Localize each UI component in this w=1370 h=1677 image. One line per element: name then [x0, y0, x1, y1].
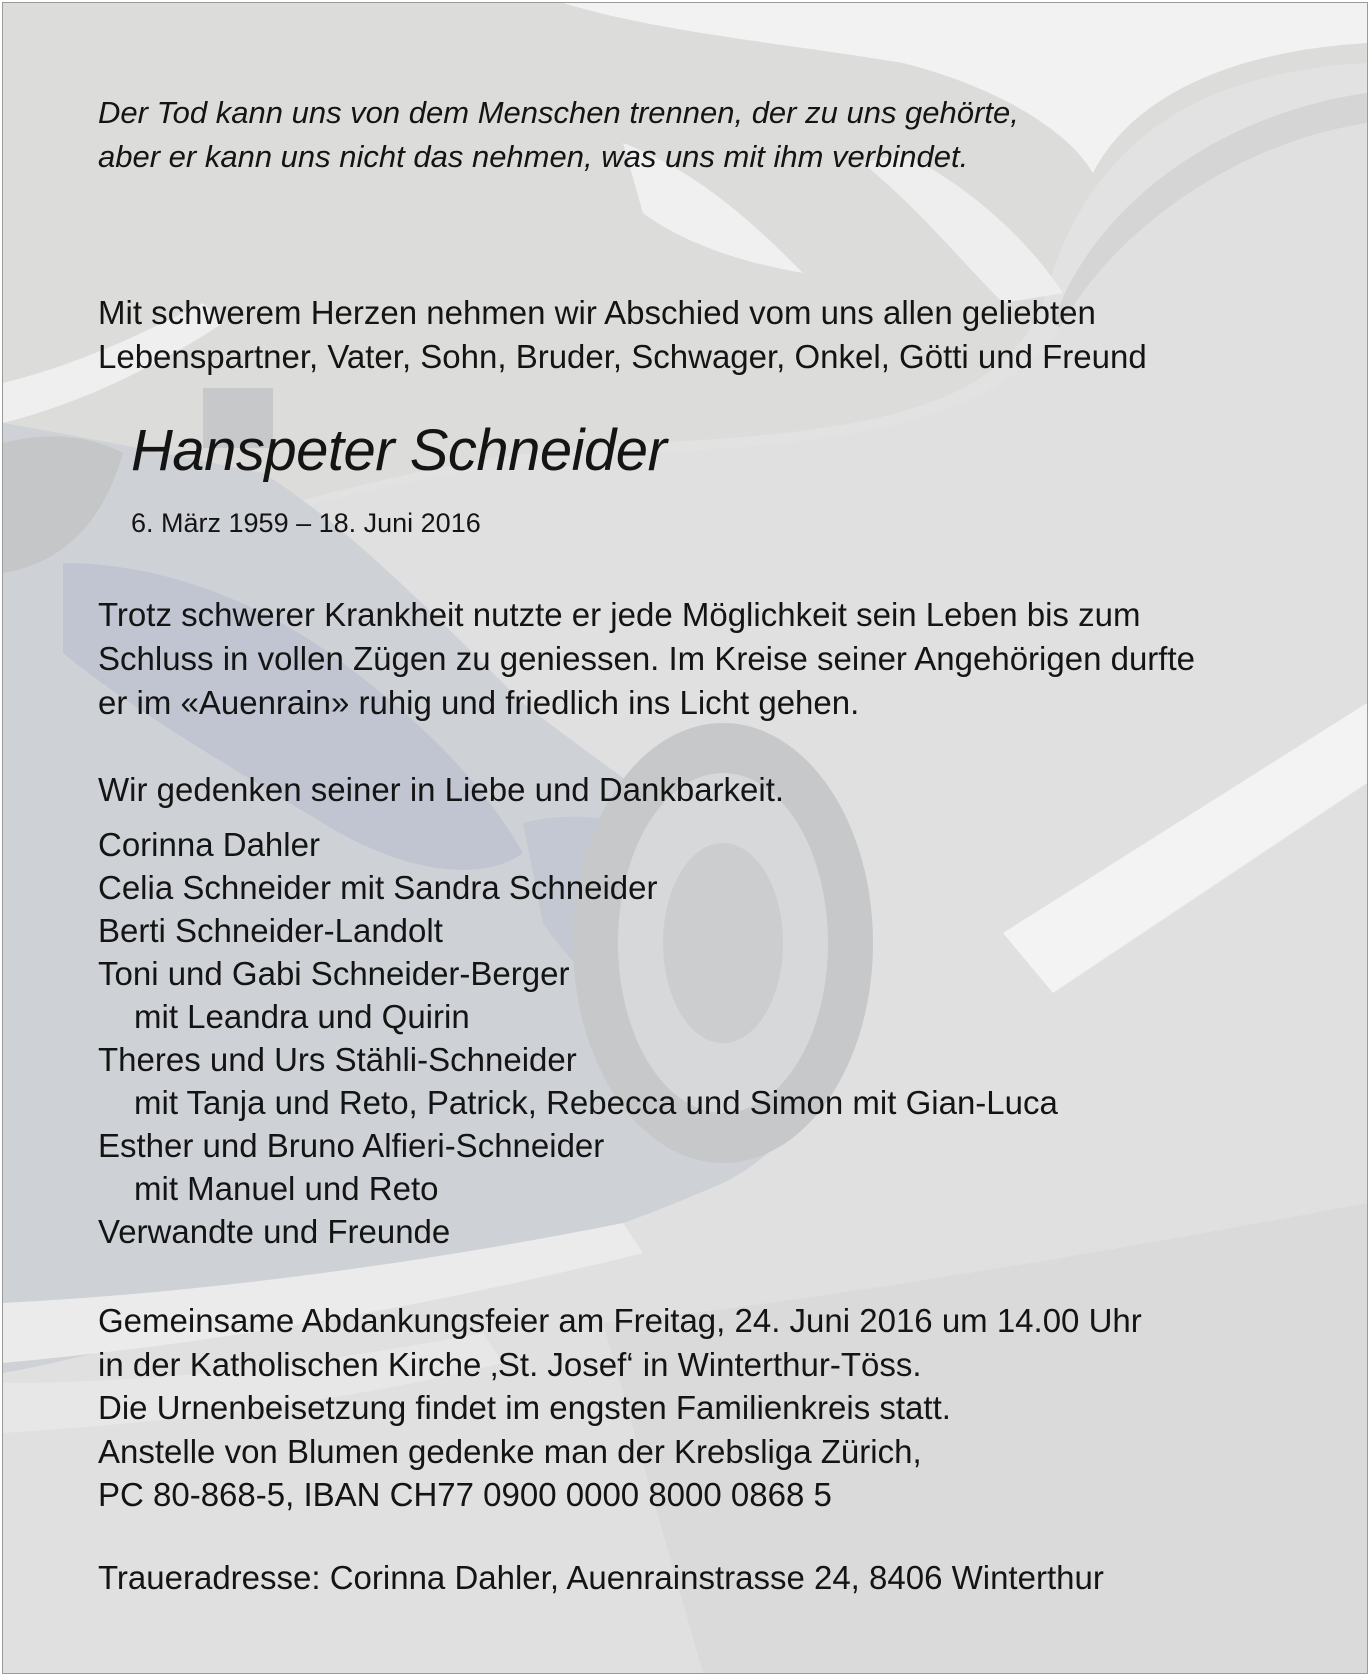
mourner-sub-entry: mit Leandra und Quirin — [134, 998, 470, 1035]
biography-line: Schluss in vollen Zügen zu geniessen. Im Kreise seiner Angehörigen durfte — [98, 640, 1195, 677]
service-line: in der Katholischen Kirche ‚St. Josef‘ in Winterthur-Töss. — [98, 1345, 922, 1383]
service-line: PC 80-868-5, IBAN CH77 0900 0000 8000 0868 5 — [98, 1476, 832, 1513]
mourner-entry: Verwandte und Freunde — [98, 1213, 451, 1250]
mourner-entry: Esther und Bruno Alfieri-Schneider — [98, 1127, 605, 1164]
farewell-intro — [98, 291, 1147, 379]
mourning-address: Traueradresse: Corinna Dahler, Auenrainstrasse 24, 8406 Winterthur — [98, 1559, 1104, 1596]
biography-line: Trotz schwerer Krankheit nutzte er jede Möglichkeit sein Leben bis zum — [98, 596, 1141, 633]
service-line: Die Urnenbeisetzung findet im engsten Familienkreis statt. — [98, 1389, 951, 1426]
memorial-quote — [98, 91, 1019, 179]
obituary-page — [2, 2, 1368, 1674]
service-line: Gemeinsame Abdankungsfeier am Freitag, 24. Juni 2016 um 14.00 Uhr — [98, 1302, 1142, 1339]
obituary-text — [3, 3, 1367, 1673]
service-details — [98, 1299, 1142, 1517]
mourner-entry: Celia Schneider mit Sandra Schneider — [98, 869, 658, 906]
quote-line: aber er kann uns nicht das nehmen, was uns mit ihm verbindet. — [98, 139, 969, 174]
biography-text — [98, 593, 1195, 725]
intro-line: Mit schwerem Herzen nehmen wir Abschied vom uns allen geliebten — [98, 294, 1096, 331]
intro-line: Lebenspartner, Vater, Sohn, Bruder, Schwager, Onkel, Götti und Freund — [98, 338, 1147, 375]
mourner-sub-entry: mit Tanja und Reto, Patrick, Rebecca und Simon mit Gian-Luca — [134, 1084, 1058, 1121]
mourner-entry: Berti Schneider-Landolt — [98, 912, 443, 949]
quote-line: Der Tod kann uns von dem Menschen trennen, der zu uns gehörte, — [98, 95, 1019, 130]
mourner-entry: Theres und Urs Stähli-Schneider — [98, 1041, 577, 1078]
remembrance-line: Wir gedenken seiner in Liebe und Dankbarkeit. — [98, 771, 785, 808]
biography-line: er im «Auenrain» ruhig und friedlich ins Licht gehen. — [98, 684, 860, 721]
service-line: Anstelle von Blumen gedenke man der Krebsliga Zürich, — [98, 1432, 922, 1470]
mourner-entry: Toni und Gabi Schneider-Berger — [98, 955, 570, 992]
mourner-entry: Corinna Dahler — [98, 826, 320, 863]
mourner-sub-entry: mit Manuel und Reto — [134, 1170, 439, 1207]
mourners-list — [98, 823, 1058, 1253]
deceased-name: Hanspeter Schneider — [131, 418, 667, 483]
life-dates: 6. März 1959 – 18. Juni 2016 — [131, 508, 481, 538]
